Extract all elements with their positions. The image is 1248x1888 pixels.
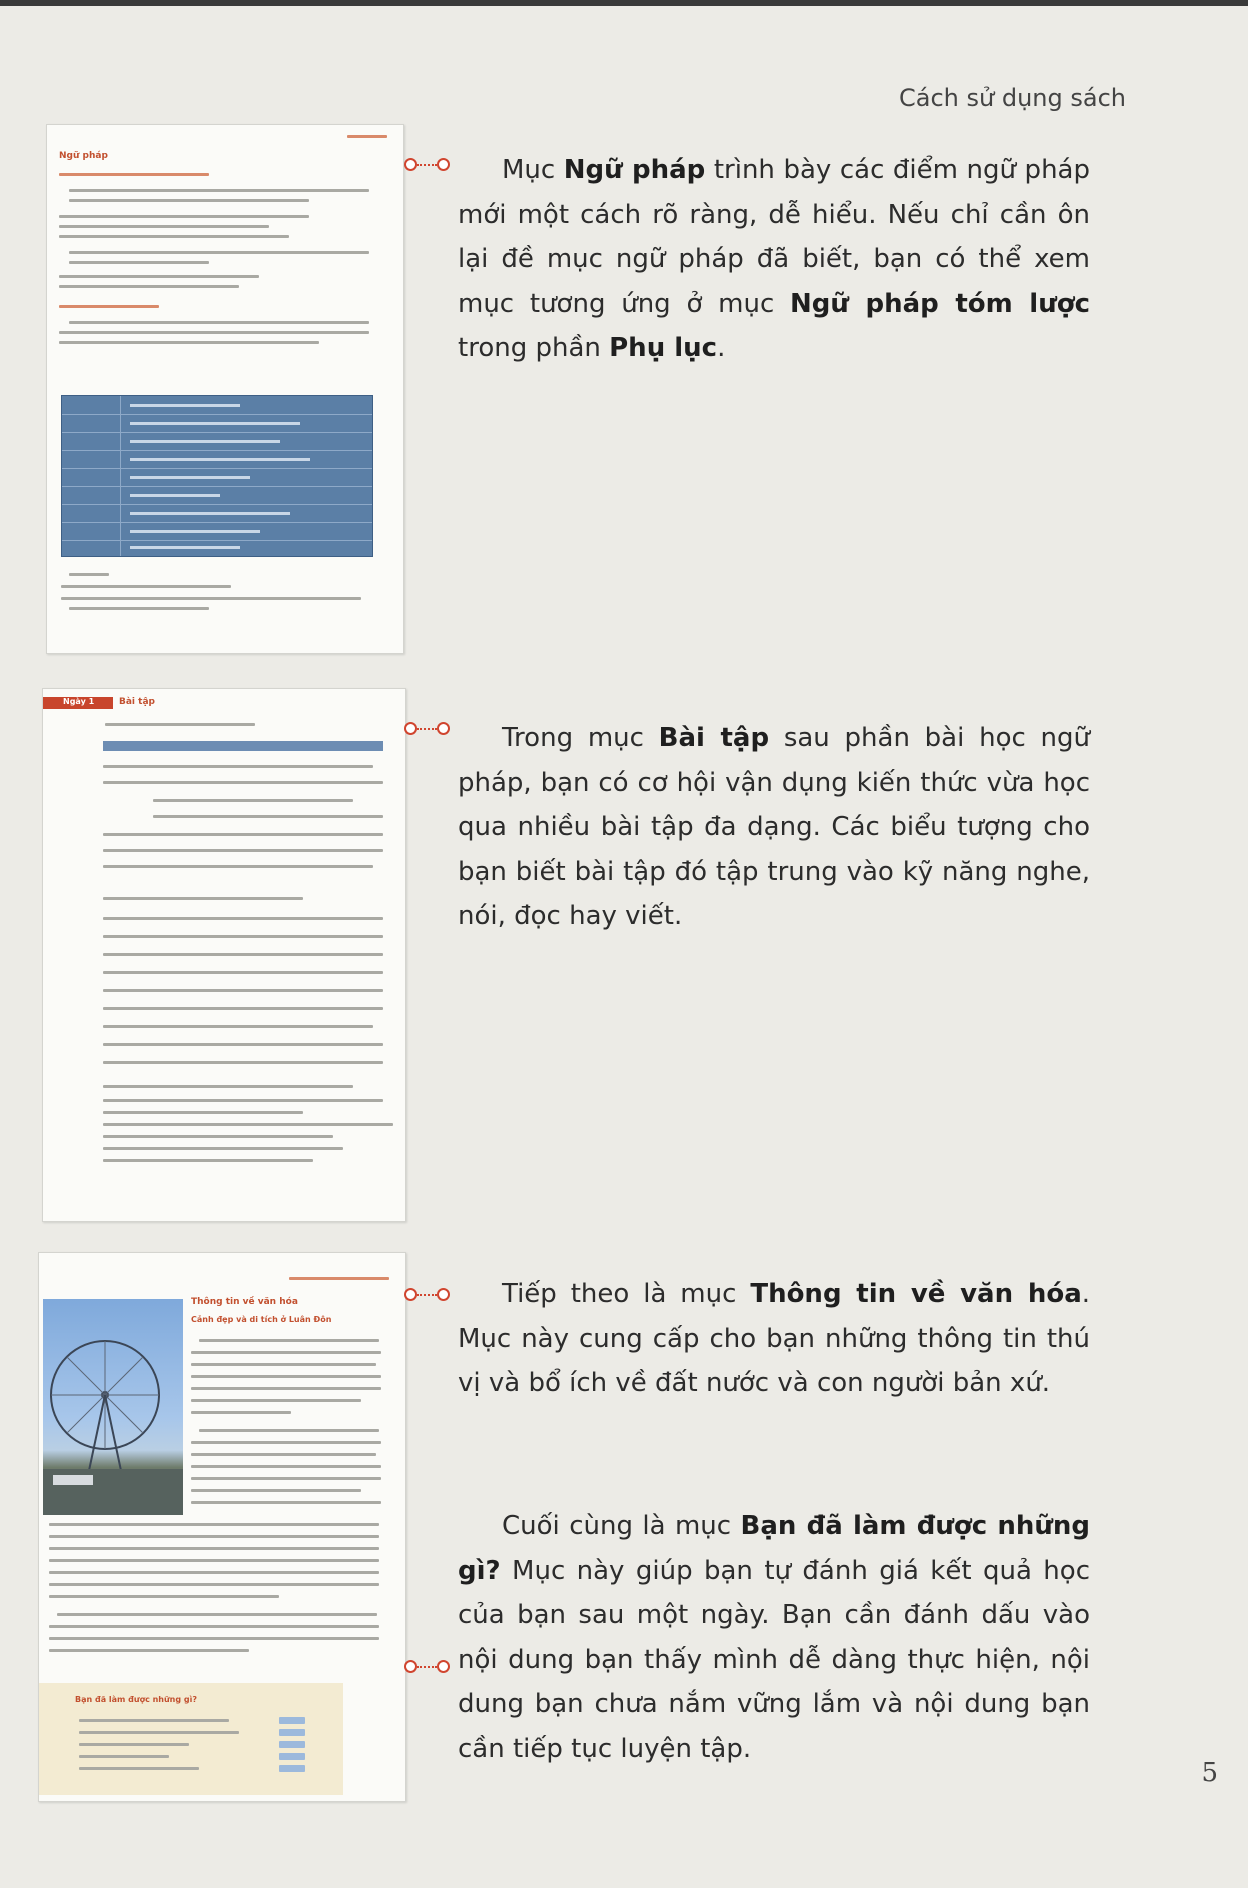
self-assessment-box: [39, 1683, 343, 1795]
ferris-wheel-illustration: [43, 1299, 183, 1515]
term-culture: Thông tin về văn hóa: [750, 1279, 1082, 1309]
exercise-page-thumbnail: [42, 688, 406, 1222]
connector-marker-review: [404, 1660, 450, 1674]
term-exercise: Bài tập: [658, 723, 770, 753]
culture-thumbnail-heading: Thông tin về văn hóa: [191, 1297, 298, 1307]
exercise-thumbnail-heading: Bài tập: [119, 697, 155, 707]
paragraph-culture: Tiếp theo là mục Thông tin về văn hóa. Mục này cung cấp cho bạn những thông tin thú vị và bổ ích về đất nước và con người bản xứ.: [458, 1279, 1090, 1398]
review-thumbnail-heading: Bạn đã làm được những gì?: [75, 1695, 197, 1704]
connector-marker-exercise: [404, 722, 450, 736]
term-grammar-summary: Ngữ pháp tóm lược: [790, 288, 1090, 319]
connector-marker-grammar: [404, 158, 450, 172]
culture-thumbnail-subheading: Cảnh đẹp và di tích ở Luân Đôn: [191, 1315, 332, 1324]
grammar-thumbnail-heading: Ngữ pháp: [59, 151, 108, 161]
paragraph-grammar: Mục Ngữ pháp trình bày các điểm ngữ pháp mới một cách rõ ràng, dễ hiểu. Nếu chỉ cần ôn lại đề mục ngữ pháp đã biết, bạn có thể xem mục tương ứng ở mục Ngữ pháp tóm lược trong phần Phụ lục.: [458, 155, 1090, 363]
term-review: Bạn đã làm được những gì?: [458, 1511, 1090, 1586]
term-grammar: Ngữ pháp: [563, 155, 706, 185]
grammar-page-thumbnail: [46, 124, 404, 654]
page-number: 5: [1201, 1758, 1218, 1788]
running-header: Cách sử dụng sách: [899, 84, 1126, 112]
culture-page-thumbnail: [38, 1252, 406, 1802]
london-eye-photo: [43, 1299, 183, 1515]
grammar-table: [61, 395, 373, 557]
paragraph-exercise: Trong mục Bài tập sau phần bài học ngữ pháp, bạn có cơ hội vận dụng kiến thức vừa học qua nhiều bài tập đa dạng. Các biểu tượng cho bạn biết bài tập đó tập trung vào kỹ năng nghe, nói, đọc hay viết.: [458, 723, 1090, 931]
day-tag-label: Ngày 1: [63, 697, 95, 706]
connector-marker-culture: [404, 1288, 450, 1302]
top-edge: [0, 0, 1248, 6]
paragraph-review: Cuối cùng là mục Bạn đã làm được những gì? Mục này giúp bạn tự đánh giá kết quả học của bạn sau một ngày. Bạn cần đánh dấu vào nội dung bạn thấy mình dễ dàng thực hiện, nội dung bạn chưa nắm vững lắm và nội dung bạn cần tiếp tục luyện tập.: [458, 1511, 1090, 1764]
term-appendix: Phụ lục: [609, 333, 718, 363]
